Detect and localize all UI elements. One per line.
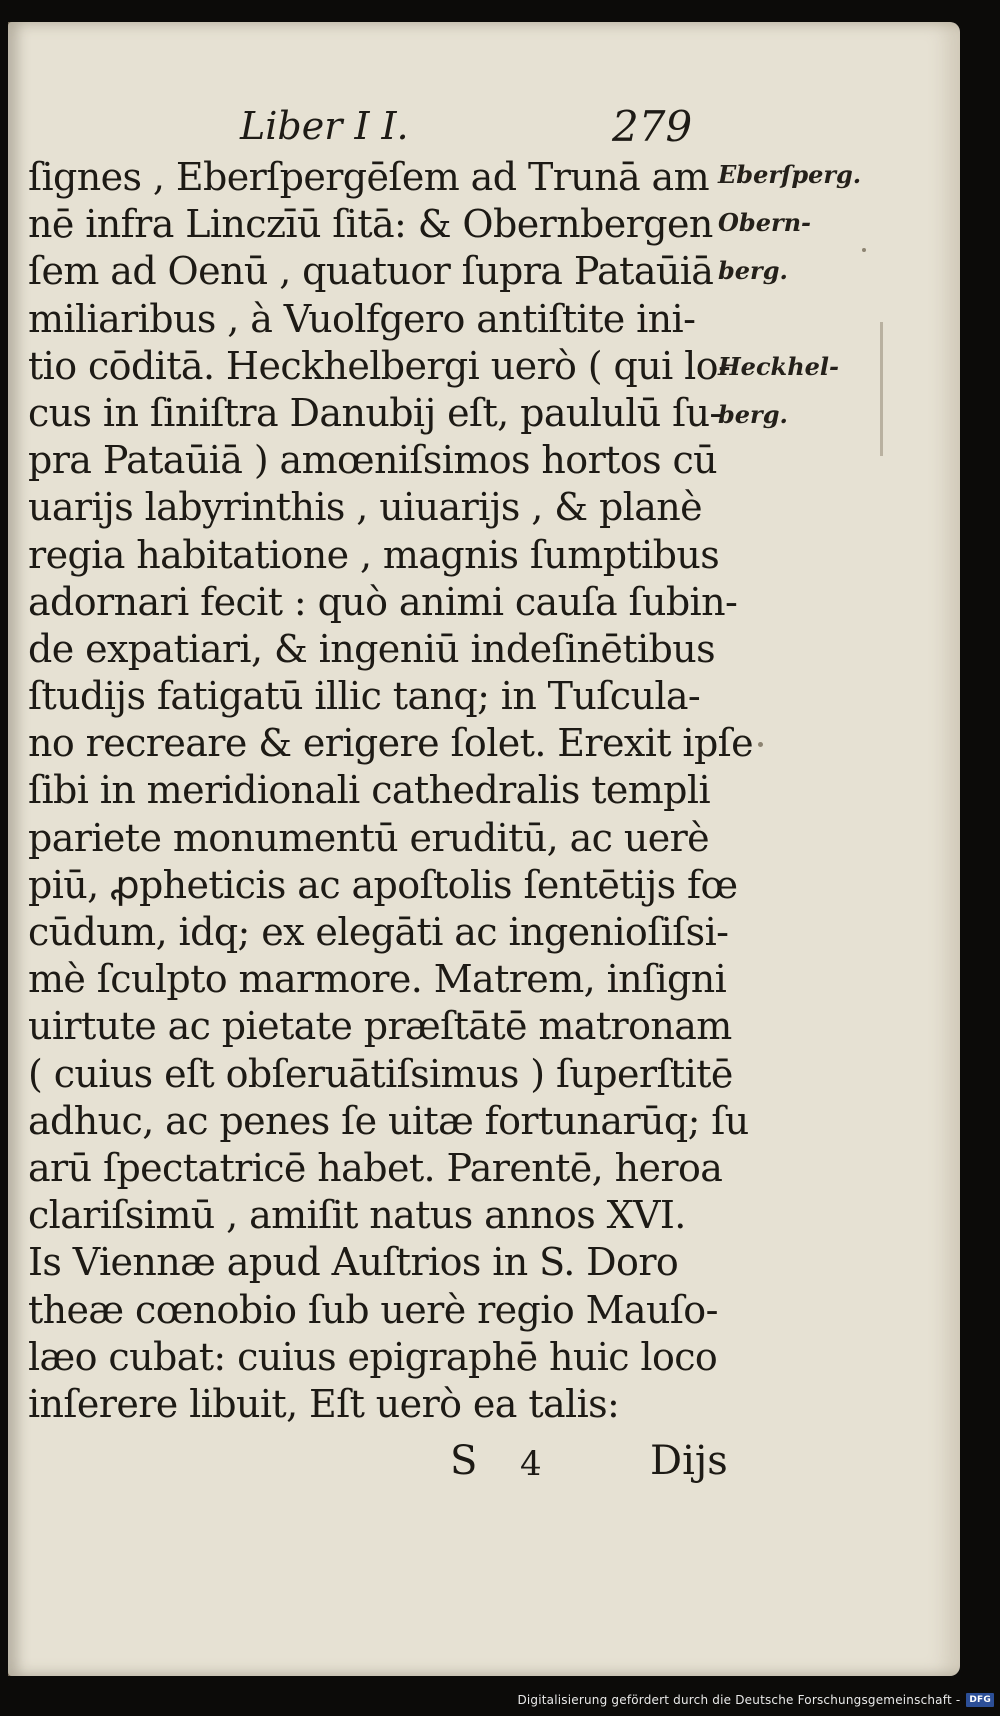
text-line: tio cōditā. Heckhelbergi uerò ( qui lo- [28, 343, 731, 388]
running-title: Liber I I. [240, 104, 409, 148]
text-line: adhuc, ac penes ſe uitæ fortunarūq; ſu [28, 1098, 749, 1143]
text-line: no recreare & erigere ſolet. Erexit ipſe [28, 721, 754, 766]
dfg-logo: DFG [966, 1693, 994, 1707]
signature-mark: S [450, 1438, 478, 1484]
paper-speck [862, 248, 866, 252]
digitization-credit [517, 1690, 994, 1710]
text-line: ſibi in meridionali cathedralis templi [28, 768, 711, 813]
text-line: miliaribus , à Vuolfgero antiſtite ini- [28, 296, 696, 341]
text-line: ſem ad Oenū , quatuor ſupra Pataūiā [28, 249, 714, 294]
margin-note: berg. [718, 400, 788, 429]
text-line: Is Viennæ apud Auſtrios in S. Doro [28, 1240, 679, 1285]
text-line: læo cubat: cuius epigraphē huic loco [28, 1334, 718, 1379]
text-line: piū, ꝓpheticis ac apoſtolis ſentētijs fœ [28, 862, 738, 907]
paper-speck [758, 742, 763, 747]
text-line: adornari fecit : quò animi cauſa ſubin- [28, 579, 738, 624]
margin-note: Eberſperg. [718, 160, 862, 189]
margin-rule [880, 322, 883, 456]
margin-note: Heckhel- [718, 352, 839, 381]
text-line: uirtute ac pietate præſtātē matronam [28, 1004, 732, 1049]
text-line: cus in ſiniſtra Danubij eſt, paululū ſu- [28, 390, 722, 435]
text-line: nē infra Linczīū ſitā: & Obernbergen [28, 202, 713, 247]
text-line: uarijs labyrinthis , uiuarijs , & planè [28, 485, 703, 530]
text-line: arū ſpectatricē habet. Parentē, heroa [28, 1145, 723, 1190]
page-header [0, 98, 1000, 158]
text-line: inſerere libuit, Eſt uerò ea talis: [28, 1381, 620, 1426]
page-footer [0, 1438, 1000, 1498]
text-line: ſtudijs fatigatū illic tanq; in Tuſcula- [28, 674, 701, 719]
text-line: ſignes , Eberſpergēſem ad Trunā am [28, 155, 710, 199]
credit-text: Digitalisierung gefördert durch die Deutsche Forschungsgemeinschaft - [517, 1693, 961, 1707]
catchword: Dijs [650, 1438, 728, 1484]
text-line: pariete monumentū eruditū, ac uerè [28, 815, 710, 860]
main-text-block [28, 154, 754, 1428]
text-line: ( cuius eſt obſeruātiſsimus ) ſuperſtitē [28, 1051, 733, 1096]
text-line: clariſsimū , amiſit natus annos XVI. [28, 1193, 686, 1238]
page-number: 279 [612, 102, 693, 151]
text-line: pra Pataūiā ) amœniſsimos hortos cū [28, 438, 718, 483]
margin-note: berg. [718, 256, 788, 285]
text-line: regia habitatione , magnis ſumptibus [28, 532, 720, 577]
margin-note: Obern- [718, 208, 812, 237]
signature-number: 4 [520, 1444, 542, 1484]
text-line: de expatiari, & ingeniū indeſinētibus [28, 626, 716, 671]
text-line: theæ cœnobio ſub uerè regio Mauſo- [28, 1287, 718, 1332]
text-line: cūdum, idq; ex elegāti ac ingenioſiſsi- [28, 910, 729, 954]
text-line: mè ſculpto marmore. Matrem, inſigni [28, 957, 727, 1002]
